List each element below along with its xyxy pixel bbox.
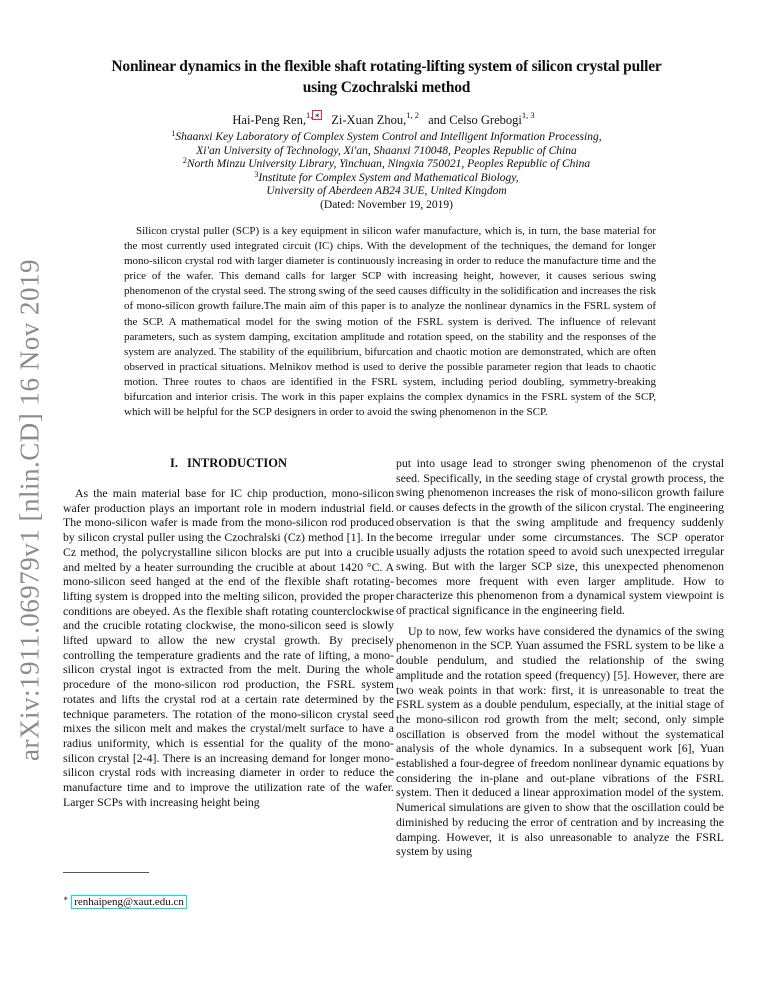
footnote-text [63,894,394,908]
paper-title-line1: Nonlinear dynamics in the flexible shaft rotating-lifting system of silicon crystal puller [111,58,662,75]
author-1-name: Hai-Peng Ren, [232,113,306,127]
intro-paragraph-1-continued: put into usage lead to stronger swing phenomenon of the crystal seed. Specifically, in the seeding stage of crystal growth process, the swing phenomenon increases the risk of mono-silicon growth failure or causes defects in the growth of the silicon crystal. The engineering observation is that the swing amplitude and frequency suddenly become irregular under some circumstances. The SCP operator usually adjusts the rotation speed to avoid such unexpected irregular swing. But with the larger SCP size, this unexpected phenomenon becomes more frequent with even larger amplitude. How to characterize this phenomenon from a dynamical system viewpoint is of practical significance in the engineering field. [396,456,724,618]
author-line [0,110,773,128]
author-email-link[interactable]: renhaipeng@xaut.edu.cn [71,895,187,909]
footnote-block [63,872,394,908]
paper-title-line2: using Czochralski method [302,79,471,96]
abstract [124,224,656,420]
affiliations [0,131,773,199]
section-number: I. [169,456,178,470]
author-2-superscript: 1, 2 [406,110,419,120]
author-3-name: and Celso Grebogi [428,113,522,127]
author-3-superscript: 1, 3 [521,110,535,120]
arxiv-watermark: arXiv:1911.06979v1 [nlin.CD] 16 Nov 2019 [14,259,45,761]
affiliation-line: University of Aberdeen AB24 3UE, United Kingdom [266,185,507,198]
left-column [63,456,394,809]
affiliation-line: $^2$North Minzu University Library, Yinchuan, Ningxia 750021, Peoples Republic of China [182,156,591,171]
author-1-superscript: 1, ∗ [305,110,321,120]
intro-paragraph-2: Up to now, few works have considered the dynamics of the swing phenomenon in the SCP. Yuan assumed the FSRL system to be like a double pendulum, and studied the relationship of the swing amplitude and the rotation speed (frequency) [5]. However, there are two weak points in that work: first, it is unreasonable to treat the FSRL system as a double pendulum, especially, at the initial stage of the mono-silicon rod growth from the melt; second, only simple oscillation is observed from the model without the systematical analysis of the whole dynamics. In a subsequent work [6], Yuan established a four-degree of freedom nonlinear dynamic equations by considering the in-plane and out-plane vibrations of the FSRL system. Then it deduced a linear approximation model of the system. Numerical simulations are given to show that the oscillation could be diminished by reducing the error of centration and by increasing the damping. However, it is also unreasonable to analyze the FSRL system by using [396,623,724,859]
author-2 [331,110,419,127]
affiliation-line: $^1$Shaanxi Key Laboratory of Complex System Control and Intelligent Information Processing, [171,129,602,143]
right-column [396,456,724,859]
abstract-text: Silicon crystal puller (SCP) is a key equipment in silicon wafer manufacture, which is, in turn, the base material for the most currently used integrated circuit (IC) chips. With the development of the techniques, the demand for longer mono-silicon crystal rod with larger diameter is continuously increasing in order to reduce the manufacture time and the price of the wafer. This demand calls for larger SCP with increasing height, however, it causes serious swing phenomenon of the crystal seed. The strong swing of the seed causes difficulty in the solidification and increases the risk of mono-silicon growth failure.The main aim of this paper is to analyze the nonlinear dynamics in the FSRL system of the SCP. A mathematical model for the swing motion of the FSRL system is derived. The influence of relevant parameters, such as system damping, excitation amplitude and rotation speed, on the stability and the responses of the system are analyzed. The stability of the equilibrium, bifurcation and chaotic motion are demonstrated, which are often observed in practical situations. Melnikov method is used to derive the possible parameter region that leads to chaotic motion. Three routes to chaos are identified in the FSRL system, including period doubling, symmetry-breaking bifurcation and interior crisis. The work in this paper explains the complex dynamics in the FSRL system of the SCP, which will be helpful for the SCP designers in order to avoid the swing phenomenon in the SCP. [124,225,656,419]
dated-line: (Dated: November 19, 2019) [320,199,453,211]
author-2-name: Zi-Xuan Zhou, [331,113,407,127]
author-footnote-star-link[interactable]: ∗ [314,110,321,120]
affiliation-line: Xi'an University of Technology, Xi'an, Shaanxi 710048, Peoples Republic of China [196,144,577,157]
section-heading-introduction [63,456,394,471]
author-1 [232,110,322,127]
intro-paragraph-1: As the main material base for IC chip production, mono-silicon wafer production plays an important role in modern industrial field. The mono-silicon wafer is made from the mono-silicon rod produced by silicon crystal puller using the Czochralski (Cz) method [1]. In the Cz method, the polycrystalline silicon blocks are put into a crucible and melted by a heater surrounding the crucible at about 1420 °C. A mono-silicon seed hanged at the end of the flexible shaft rotating-lifting system is dropped into the melting silicon, provided the proper conditions are obeyed. As the flexible shaft rotating counterclockwise and the crucible rotating clockwise, the mono-silicon seed is slowly lifted upward to allow the new crystal growth. By precisely controlling the temperature gradients and the rate of lifting, a mono-silicon crystal ingot is extracted from the melt. During the whole procedure of the mono-silicon rod production, the FSRL system rotates and lifts the crystal rod at a certain rate determined by the technique parameters. The rotation of the mono-silicon crystal seed mixes the silicon melt and makes the crystal/melt surface to have a radius uniformity, which is essential for the quality of the mono-silicon crystal [2-4]. There is an increasing demand for longer mono-silicon crystal rods with increasing diameter in order to reduce the manufacture time and to improve the utilization rate of the wafer. Larger SCPs with increasing height being [63,486,394,809]
affiliation-line: $^3$Institute for Complex System and Mathematical Biology, [254,169,519,184]
footnote-rule [63,872,149,873]
paper-title [0,56,773,98]
section-title: INTRODUCTION [186,456,287,470]
footnote-star-marker: ∗ [63,894,69,903]
author-3 [428,110,535,127]
